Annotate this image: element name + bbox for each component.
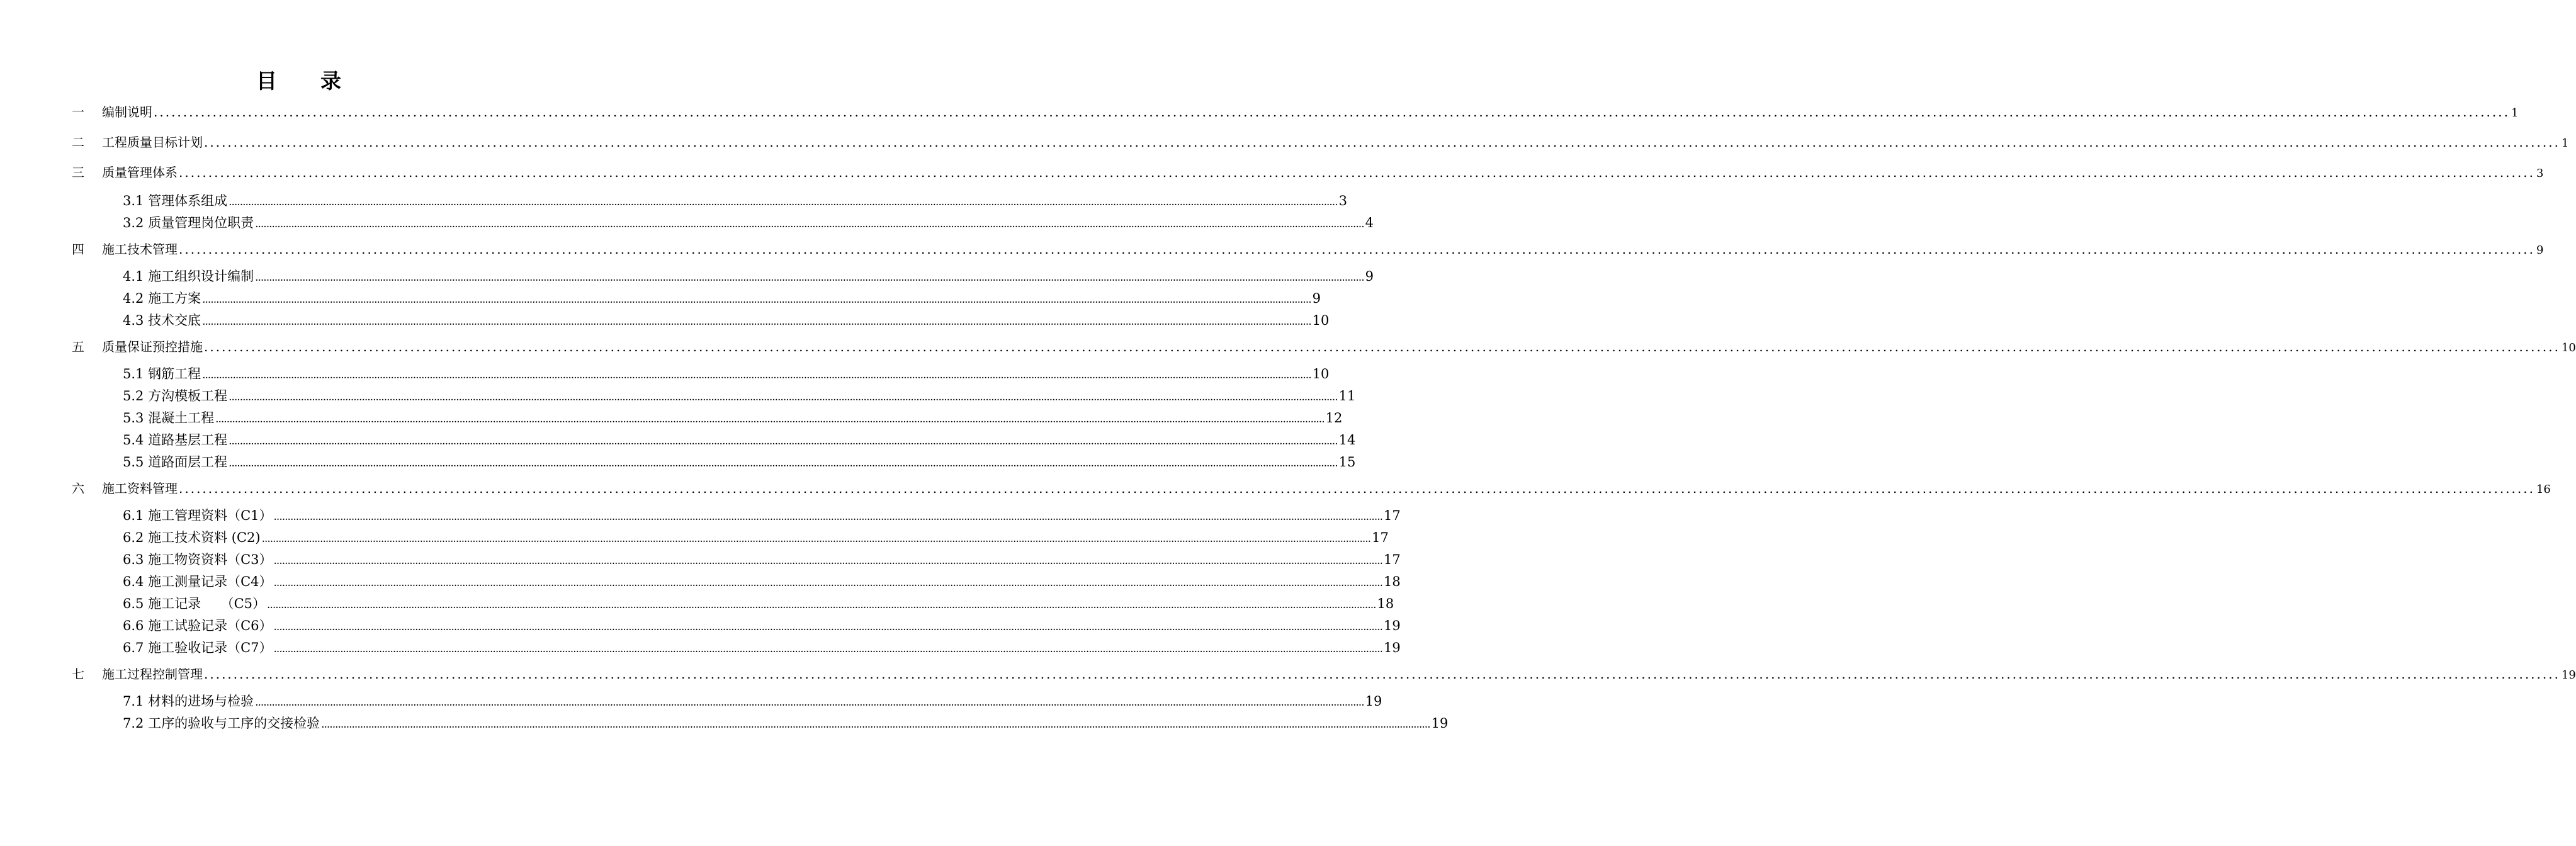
- toc-page-number: 19: [1431, 716, 1449, 731]
- toc-dot-leader: ................................................................................................................................................................................................................................................................................................................................................................................................................: [255, 271, 1364, 284]
- toc-section-label: 施工技术管理: [102, 242, 178, 257]
- toc-page-number: 17: [1384, 508, 1401, 523]
- toc-page-number: 4: [1365, 215, 1374, 230]
- toc-dot-leader: ................................................................................................................................................................................................................................................................................................................................................................................................................: [202, 315, 1311, 328]
- toc-subsection-label: 5.1 钢筋工程: [123, 366, 201, 381]
- toc-section-row[interactable]: [72, 664, 2576, 682]
- toc-subsection-label: 5.4 道路基层工程: [123, 432, 228, 448]
- toc-page-number: 9: [2536, 244, 2544, 257]
- toc-section-label: 质量管理体系: [102, 165, 178, 180]
- toc-section-row[interactable]: [72, 162, 2544, 181]
- toc-page-number: 10: [2561, 341, 2576, 354]
- toc-section-number: 四: [72, 242, 84, 257]
- toc-section-row[interactable]: [72, 132, 2569, 150]
- toc-section-label: 施工资料管理: [102, 481, 178, 496]
- toc-page-number: 18: [1377, 596, 1394, 611]
- toc-page-number: 17: [1384, 552, 1401, 567]
- toc-subsection-label: 6.1 施工管理资料（C1）: [123, 508, 273, 523]
- toc-dot-leader: ................................................................................................................................................................................................................................................................................................................................................................................................................: [255, 218, 1364, 230]
- toc-section-number: 二: [72, 135, 84, 150]
- toc-dot-leader: ................................................................................................................................................................................................................................................................................................................................................................................................................: [179, 481, 2535, 496]
- toc-section-number: 六: [72, 481, 84, 496]
- toc-page-number: 10: [1312, 313, 1330, 328]
- toc-dot-leader: ................................................................................................................................................................................................................................................................................................................................................................................................................: [229, 196, 1338, 208]
- toc-subsection-label: 6.2 施工技术资料 (C2): [123, 530, 261, 545]
- toc-subsection-row[interactable]: [123, 616, 1401, 634]
- toc-page-number: 19: [1384, 618, 1401, 633]
- toc-section-row[interactable]: [72, 102, 2519, 120]
- toc-section-row[interactable]: [72, 239, 2544, 257]
- toc-dot-leader: ................................................................................................................................................................................................................................................................................................................................................................................................................: [267, 599, 1376, 611]
- toc-page-number: 12: [1325, 410, 1343, 426]
- toc-page-number: 16: [2536, 483, 2551, 496]
- toc-subsection-row[interactable]: [123, 452, 1356, 471]
- toc-page-number: 9: [1312, 291, 1321, 306]
- toc-subsection-row[interactable]: [123, 691, 1382, 710]
- toc-section-number: 三: [72, 165, 84, 180]
- toc-page-number: 14: [1338, 432, 1356, 448]
- toc-subsection-label: 4.2 施工方案: [123, 291, 201, 306]
- toc-subsection-label: 6.3 施工物资资料（C3）: [123, 552, 273, 567]
- toc-page-number: 1: [2561, 137, 2569, 150]
- toc-subsection-label: 6.7 施工验收记录（C7）: [123, 640, 273, 655]
- toc-subsection-row[interactable]: [123, 550, 1401, 568]
- toc-section-label: 编制说明: [102, 104, 152, 120]
- toc-section-row[interactable]: [72, 478, 2551, 497]
- toc-dot-leader: ................................................................................................................................................................................................................................................................................................................................................................................................................: [321, 718, 1430, 731]
- toc-page-number: 3: [2536, 167, 2544, 180]
- toc-page-number: 19: [2561, 668, 2576, 682]
- toc-subsection-row[interactable]: [123, 408, 1343, 427]
- toc-dot-leader: ................................................................................................................................................................................................................................................................................................................................................................................................................: [215, 413, 1325, 426]
- toc-dot-leader: ................................................................................................................................................................................................................................................................................................................................................................................................................: [273, 643, 1383, 655]
- toc-subsection-row[interactable]: [123, 713, 1449, 732]
- toc-dot-leader: ................................................................................................................................................................................................................................................................................................................................................................................................................: [202, 293, 1311, 306]
- toc-section-label: 质量保证预控措施: [102, 339, 203, 354]
- toc-dot-leader: ................................................................................................................................................................................................................................................................................................................................................................................................................: [261, 533, 1371, 545]
- toc-dot-leader: ................................................................................................................................................................................................................................................................................................................................................................................................................: [273, 577, 1383, 589]
- toc-title: 目 录: [256, 69, 342, 93]
- toc-subsection-label: 4.1 施工组织设计编制: [123, 269, 254, 284]
- toc-page-number: 3: [1338, 193, 1347, 208]
- toc-dot-leader: ................................................................................................................................................................................................................................................................................................................................................................................................................: [204, 339, 2560, 354]
- toc-page-number: 15: [1338, 454, 1356, 470]
- toc-page-number: 17: [1372, 530, 1389, 545]
- toc-subsection-row[interactable]: [123, 638, 1401, 657]
- toc-subsection-label: 3.2 质量管理岗位职责: [123, 215, 254, 230]
- toc-subsection-label: 6.4 施工测量记录（C4）: [123, 574, 273, 589]
- toc-section-number: 七: [72, 667, 84, 682]
- toc-subsection-row[interactable]: [123, 386, 1356, 405]
- toc-subsection-row[interactable]: [123, 572, 1401, 590]
- toc-subsection-row[interactable]: [123, 266, 1374, 285]
- toc-page-number: 19: [1365, 694, 1382, 709]
- toc-page-number: 18: [1384, 574, 1401, 589]
- toc-subsection-label: 7.1 材料的进场与检验: [123, 694, 254, 709]
- toc-dot-leader: ................................................................................................................................................................................................................................................................................................................................................................................................................: [273, 555, 1383, 567]
- toc-dot-leader: ................................................................................................................................................................................................................................................................................................................................................................................................................: [179, 165, 2535, 180]
- toc-dot-leader: ................................................................................................................................................................................................................................................................................................................................................................................................................: [154, 104, 2510, 120]
- toc-dot-leader: ................................................................................................................................................................................................................................................................................................................................................................................................................: [202, 369, 1311, 381]
- toc-subsection-row[interactable]: [123, 527, 1389, 546]
- toc-subsection-row[interactable]: [123, 288, 1321, 307]
- toc-page-number: 19: [1384, 640, 1401, 655]
- toc-subsection-label: 3.1 管理体系组成: [123, 193, 228, 208]
- toc-subsection-label: 4.3 技术交底: [123, 313, 201, 328]
- toc-section-row[interactable]: [72, 337, 2576, 355]
- toc-page-number: 1: [2511, 106, 2519, 120]
- toc-dot-leader: ................................................................................................................................................................................................................................................................................................................................................................................................................: [179, 242, 2535, 257]
- toc-subsection-row[interactable]: [123, 505, 1401, 524]
- toc-subsection-row[interactable]: [123, 213, 1374, 232]
- toc-subsection-label: 7.2 工序的验收与工序的交接检验: [123, 716, 320, 731]
- toc-dot-leader: ................................................................................................................................................................................................................................................................................................................................................................................................................: [229, 435, 1338, 448]
- toc-subsection-row[interactable]: [123, 364, 1330, 383]
- toc-section-number: 一: [72, 104, 84, 120]
- toc-dot-leader: ................................................................................................................................................................................................................................................................................................................................................................................................................: [273, 510, 1383, 523]
- toc-section-number: 五: [72, 339, 84, 354]
- toc-dot-leader: ................................................................................................................................................................................................................................................................................................................................................................................................................: [229, 391, 1338, 403]
- toc-dot-leader: ................................................................................................................................................................................................................................................................................................................................................................................................................: [204, 667, 2560, 682]
- toc-dot-leader: ................................................................................................................................................................................................................................................................................................................................................................................................................: [204, 135, 2560, 150]
- toc-section-label: 工程质量目标计划: [102, 135, 203, 150]
- toc-subsection-label: 5.3 混凝土工程: [123, 410, 215, 426]
- toc-subsection-row[interactable]: [123, 594, 1394, 612]
- toc-subsection-row[interactable]: [123, 430, 1356, 449]
- toc-page-number: 11: [1338, 388, 1356, 403]
- toc-dot-leader: ................................................................................................................................................................................................................................................................................................................................................................................................................: [255, 696, 1364, 709]
- toc-subsection-row[interactable]: [123, 310, 1330, 329]
- toc-subsection-label: 6.6 施工试验记录（C6）: [123, 618, 273, 633]
- toc-dot-leader: ................................................................................................................................................................................................................................................................................................................................................................................................................: [273, 621, 1383, 633]
- toc-subsection-label: 5.2 方沟模板工程: [123, 388, 228, 403]
- toc-section-label: 施工过程控制管理: [102, 667, 203, 682]
- toc-subsection-row[interactable]: [123, 191, 1347, 210]
- toc-page-number: 9: [1365, 269, 1374, 284]
- toc-page-number: 10: [1312, 366, 1330, 381]
- toc-subsection-label: 6.5 施工记录 （C5）: [123, 596, 266, 611]
- toc-subsection-label: 5.5 道路面层工程: [123, 454, 228, 470]
- toc-dot-leader: ................................................................................................................................................................................................................................................................................................................................................................................................................: [229, 457, 1338, 470]
